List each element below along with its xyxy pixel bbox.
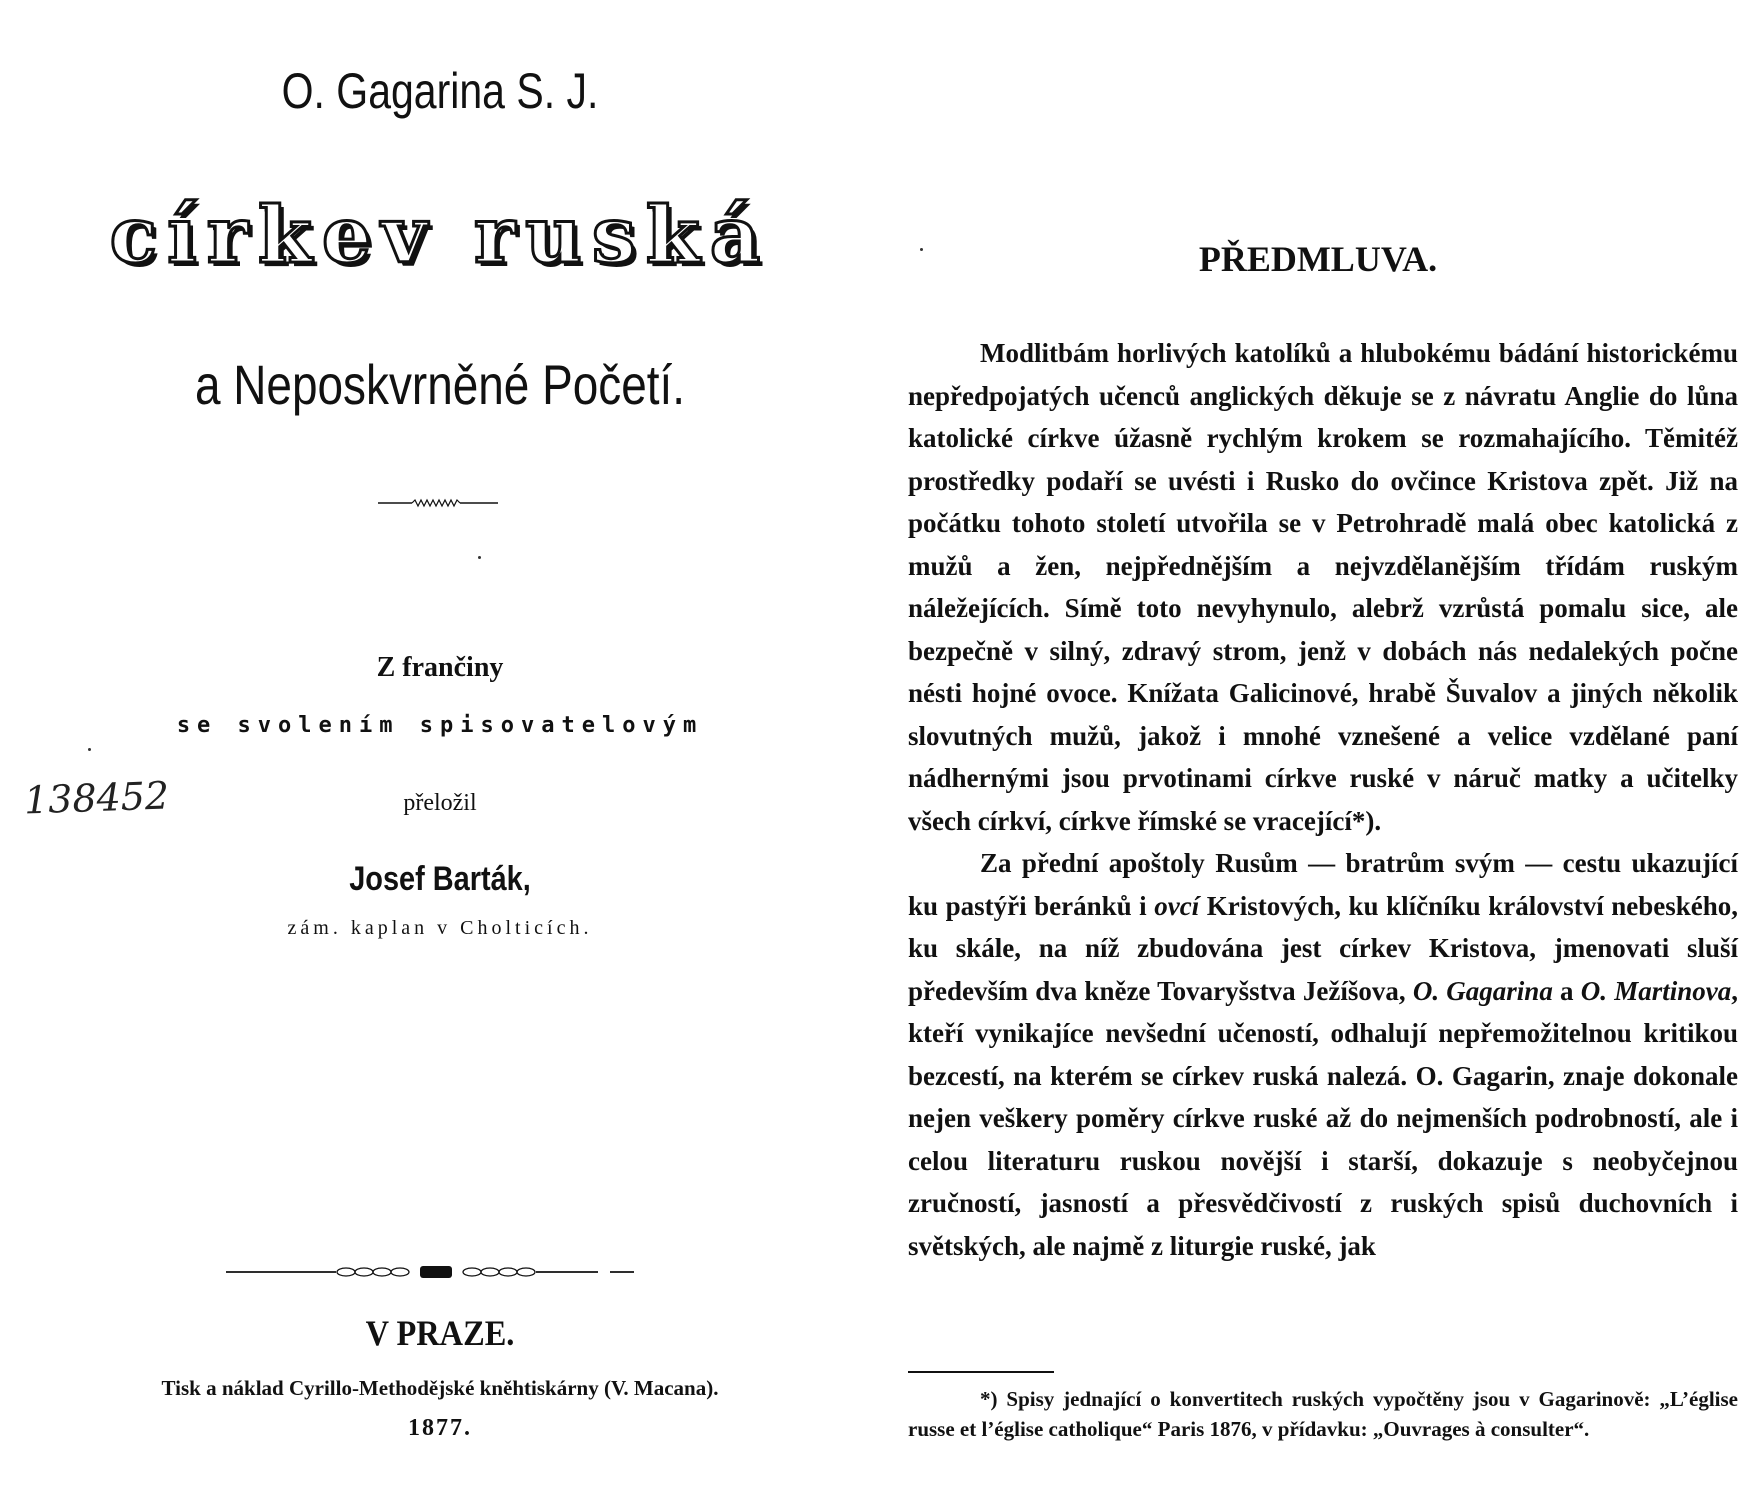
publication-year: 1877.: [408, 1415, 472, 1441]
handwritten-catalog-number: 138452: [23, 773, 170, 823]
book-subtitle: a Neposkvrněné Početí.: [194, 353, 686, 416]
footnote-text: *) Spisy jednající o konvertitech ruských vypočtěny jsou v Gagarinově: „L’église russe et l’église catholique“ Paris 1876, v přídavku: „Ouvrages à consulter“.: [908, 1387, 1738, 1441]
author-line: O. Gagarina S. J.: [281, 63, 599, 119]
translated-by-label: přeložil: [403, 790, 477, 816]
preface-paragraph-2: [908, 842, 1738, 1267]
ornamental-divider: [226, 1265, 646, 1279]
preface-page: [880, 0, 1756, 1500]
italic-run: O. Gagarina: [1412, 975, 1553, 1006]
short-ornament-divider: [378, 498, 498, 508]
text-run: Kristových, ku klíčníku království nebeského, ku skále, na níž zbudována jest církev Kristova, jmenovati sluší především dva kněze Tovaryšstva Ježíšova,: [908, 890, 1739, 1006]
footnote: [908, 1384, 1738, 1444]
translation-line-1: Z frančiny: [376, 652, 504, 683]
speck-mark: [478, 556, 481, 559]
preface-paragraph-1: Modlitbám horlivých katolíků a hlubokému bádání historickému nepředpojatých učenců anglických děkuje se z návratu Anglie do lůna katolické církve úžasně rychlým krokem se rozmahajícího. Těmitéž prostředky podaří se uvésti i Rusko do ovčince Kristova zpět. Již na počátku tohoto století utvořila se v Petrohradě malá obec katolická z mužů a žen, nejpřednějším a nejvzdělanějším třídám ruským náležejících. Símě toto nevyhynulo, alebrž vzrůstá pomalu sice, ale bezpečně v silný, zdravý strom, jenž v dobách nás nedalekých počne nésti hojné ovoce. Knížata Galicinové, hrabě Šuvalov a jiných několik slovutných mužů, jakož i mnohé vznešené a velice vzdělané paní nádhernými jsou prvotinami církve ruské v náruč matky a učitelky všech církví, církve římské se vracející*).: [908, 338, 1738, 836]
text-run: Za přední apoštoly Rusům — bratrům svým — cestu ukazující ku pastýři beránků i: [908, 848, 1738, 921]
preface-heading: PŘEDMLUVA.: [1198, 239, 1438, 279]
speck-mark: [88, 748, 91, 751]
text-run: a: [1560, 975, 1574, 1006]
book-title: církev ruská: [109, 190, 771, 281]
preface-body: [908, 332, 1738, 1267]
footnote-rule: [908, 1371, 1054, 1373]
italic-run: O. Martinova: [1580, 975, 1732, 1006]
italic-run: ovcí: [1154, 890, 1200, 921]
text-run: , kteří vynikajíce nevšední učeností, odhalují nepřemožitelnou kritikou bezcestí, na kterém se církev ruská nalezá. O. Gagarin, znaje dokonale nejen veškery poměry církve ruské až do nejmenších podrobností, ale i celou literaturu ruskou novější i starší, dokazuje s neobyčejnou zručností, jasností a přesvědčivostí z ruských spisů duchovních i světských, ale najmě z liturgie ruské, jak: [908, 975, 1738, 1261]
translation-line-2: se svolením spisovatelovým: [176, 713, 704, 738]
publication-place: V PRAZE.: [365, 1313, 515, 1353]
translator-name: Josef Barták,: [349, 860, 531, 898]
translator-role: zám. kaplan v Cholticích.: [287, 917, 593, 939]
printer-line: Tisk a náklad Cyrillo-Methodějské kněhtiskárny (V. Macana).: [161, 1376, 719, 1400]
